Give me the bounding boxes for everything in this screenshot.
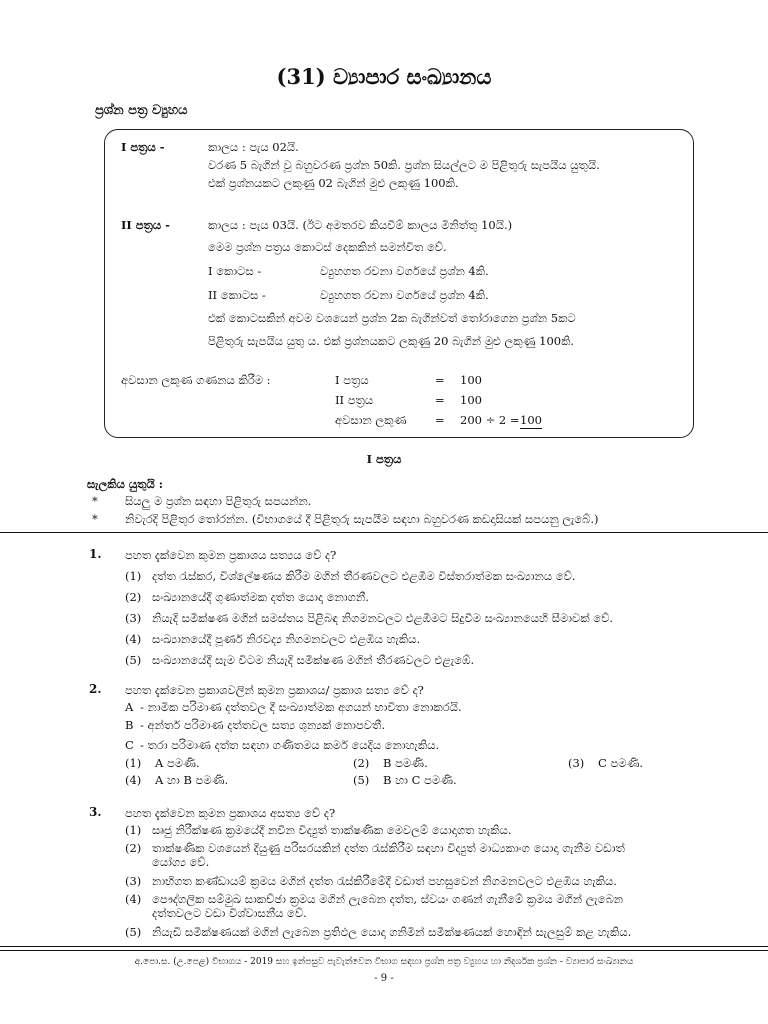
- notes-heading: සැලකිය යුතුයි :: [87, 477, 163, 491]
- option-number: (3): [568, 756, 585, 770]
- section-title: I පත්‍රය: [366, 452, 402, 466]
- page-number: - 9 -: [374, 973, 394, 984]
- paper2-line3: පිළිතුරු සැපයිය යුතු ය. එක් ප්‍රශ්නයකට ලකුණු 20 බැගින් මුළු ලකුණු 100කි.: [208, 334, 575, 348]
- option-number: (4): [125, 632, 142, 646]
- question-stem: පහත දැක්වෙන ප්‍රකාශවලින් කුමන ප්‍රකාශය/ ප්‍රකාශ සත්‍ය වේ ද?: [125, 683, 424, 697]
- statement-text: - නාමික පරිමාණ දත්තවල දී සංඛ්‍යාත්මක අගයන් භාවිතා නොකරයි.: [140, 700, 462, 714]
- page-title: (31) ව්‍යාපාර සංඛ්‍යානය: [276, 64, 492, 89]
- option-text: තාක්ෂණික වශයෙන් දියුණු පරිසරයකින් දත්ත රැස්කිරීම සඳහා විද්‍යුත් මාධ්‍යකාංග යොදා ගැනීම වඩාත්: [152, 841, 625, 855]
- option-text: සංඛ්‍යානයේදී ගුණාත්මක දත්ත යොදා නොගනී.: [152, 590, 369, 604]
- option-text-continued: යෝග්‍ය වේ.: [152, 855, 210, 869]
- final-row-eq: =: [435, 413, 445, 427]
- option-number: (5): [125, 925, 142, 939]
- option-text: සංඛ්‍යානයේදී පූර්ණ නිරවද්‍ය නිගමනවලට එළඹිය හැකිය.: [152, 632, 421, 646]
- option-text: සෘජු නිරීක්ෂණ ක්‍රමයේදී නවීන විද්‍යුත් තාක්ෂණික මෙවලම් යොදාගත හැකිය.: [152, 823, 512, 837]
- statement-letter: B: [125, 718, 134, 732]
- final-row-expr: 200 ÷ 2 =: [460, 413, 520, 427]
- final-row-value: 100: [460, 373, 482, 387]
- option-text: සංඛ්‍යානයේදී සැම විටම නියැදි සමීක්ෂණ මගින් තීරණවලට එළැඹේ.: [152, 653, 475, 667]
- question-number: 2.: [89, 682, 102, 696]
- footer-divider-line: [0, 946, 768, 947]
- paper1-line2: එක් ප්‍රශ්නයකට ලකුණු 02 බැගින් මුළු ලකුණු 100කි.: [208, 176, 459, 190]
- note-bullet: *: [92, 512, 98, 526]
- final-row-name: I පත්‍රය: [335, 373, 369, 387]
- statement-text: - තරා පරිමාණ දත්ත සඳහා ගණිතමය කර්ම යෙදිය නොහැකිය.: [140, 738, 440, 752]
- final-row-name: II පත්‍රය: [335, 393, 374, 407]
- paper2-time: කාලය : පැය 03යි. (ඊට අමතරව කියවීම් කාලය මිනිත්තු 10යි.): [208, 218, 513, 232]
- final-row-eq: =: [435, 373, 445, 387]
- paper2-line2: එක් කොටසකින් අවම වශයෙන් ප්‍රශ්න 2ක බැගින්වත් තෝරාගෙන ප්‍රශ්න 5කට: [208, 311, 576, 325]
- question-number: 3.: [89, 805, 102, 819]
- option-number: (2): [125, 590, 142, 604]
- option-text: පෞද්ගලික සම්මුඛ සාකච්ඡා ක්‍රමය මගින් ලැබෙන දත්ත, ස්වයං ගණන් ගැනීමේ ක්‍රමය මගින් ලැබෙන: [152, 892, 624, 906]
- paper2-partB-label: II කොටස -: [208, 288, 266, 302]
- note-item: සියලු ම ප්‍රශ්න සඳහා පිළිතුරු සපයන්න.: [125, 494, 312, 508]
- footer-divider-line: [0, 950, 768, 951]
- option-number: (4): [125, 773, 142, 787]
- paper1-time: කාලය : පැය 02යි.: [208, 140, 299, 154]
- option-number: (3): [125, 874, 142, 888]
- option-number: (1): [125, 823, 142, 837]
- option-text: නියැඩි සමීක්ෂණයක් මගින් ලැබෙන ප්‍රතිඵල යොදා ගනිමින් සමීක්ෂණයක් හොඳින් සැලසුම් කළ හැකිය.: [152, 925, 632, 939]
- option-text: A හා B පමණි.: [155, 773, 229, 787]
- paper2-label: II පත්‍රය -: [121, 218, 170, 232]
- question-stem: පහත දැක්වෙන කුමන ප්‍රකාශය අසත්‍ය වේ ද?: [125, 806, 336, 820]
- option-number: (4): [125, 892, 142, 906]
- final-row-name: අවසාන ලකුණ: [335, 413, 407, 427]
- final-marks-label: අවසාන ලකුණ ගණනය කිරීම :: [121, 373, 271, 387]
- option-number: (2): [125, 841, 142, 855]
- question-number: 1.: [89, 547, 102, 561]
- final-row-value: 100: [460, 393, 482, 407]
- note-item: නිවැරදි පිළිතුර තෝරන්න. (විභාගයේ දී පිළිතුරු සැපයීම සඳහා බහුවරණ කඩදාසියක් සපයනු ලැබේ.): [125, 512, 599, 526]
- paper1-line1: වරණ 5 බැගින් වූ බහුවරණ ප්‍රශ්න 50කි. ප්‍රශ්න සියල්ලට ම පිළිතුරු සැපයිය යුතුයි.: [208, 158, 600, 172]
- statement-letter: C: [125, 738, 134, 752]
- paper1-label: I පත්‍රය -: [121, 140, 165, 154]
- option-number: (3): [125, 611, 142, 625]
- option-text: නාභිගත කණ්ඩායම් ක්‍රමය මගින් දත්ත රැස්කිරීමේදී වඩාත් පහසුවෙන් නිගමනවලට එළඹිය හැකිය.: [152, 874, 617, 888]
- paper2-partB-text: ව්‍යුහගත රචනා වර්ගයේ ප්‍රශ්න 4කි.: [320, 288, 489, 302]
- option-number: (5): [353, 773, 370, 787]
- statement-letter: A: [125, 700, 134, 714]
- paper2-partA-text: ව්‍යුහගත රචනා වර්ගයේ ප්‍රශ්න 4කි.: [320, 264, 489, 278]
- final-row-eq: =: [435, 393, 445, 407]
- option-number: (5): [125, 653, 142, 667]
- statement-text: - අන්තර් පරිමාණ දත්තවල සත්‍ය ශුන්‍යක් නොපවතී.: [140, 718, 385, 732]
- structure-subheading: ප්‍රශ්න පත්‍ර ව්‍යුහය: [95, 103, 188, 118]
- paper2-partA-label: I කොටස -: [208, 264, 262, 278]
- final-total-value: 100: [520, 413, 542, 427]
- option-number: (1): [125, 756, 142, 770]
- note-bullet: *: [92, 494, 98, 508]
- option-text: B හා C පමණි.: [383, 773, 457, 787]
- option-number: (1): [125, 569, 142, 583]
- paper2-line1: මෙම ප්‍රශ්න පත්‍රය කොටස් දෙකකින් සමන්විත වේ.: [208, 240, 447, 254]
- question-stem: පහත දැක්වෙන කුමන ප්‍රකාශය සත්‍යය වේ ද?: [125, 548, 337, 562]
- divider-line: [0, 532, 768, 533]
- option-number: (2): [353, 756, 370, 770]
- option-text-continued: දත්තවලට වඩා විශ්වාසනීය වේ.: [152, 906, 307, 920]
- option-text: C පමණි.: [598, 756, 644, 770]
- option-text: දත්ත රැස්කර, විශ්ලේෂණය කිරීම මගින් තීරණවලට එළඹීම විස්තරාත්මක සංඛ්‍යානය වේ.: [152, 569, 576, 583]
- option-text: නියැදි සමීක්ෂණ මගින් සමස්තය පිළිබඳ නිගමනවලට එළඹීමට සිදුවීම සංඛ්‍යානයෙහි සීමාවක් වේ.: [152, 611, 614, 625]
- option-text: B පමණි.: [383, 756, 428, 770]
- option-text: A පමණි.: [155, 756, 200, 770]
- footer-text: අ.පො.ස. (උ.පෙළ) විභාගය - 2019 සහ ඉන්පසුව පැවැත්වෙන විභාග සඳහා ප්‍රශ්න පත්‍ර ව්‍යුහය හා නිදර්ශක ප්‍රශ්න - ව්‍යාපාර සංඛ්‍යානය: [134, 957, 634, 967]
